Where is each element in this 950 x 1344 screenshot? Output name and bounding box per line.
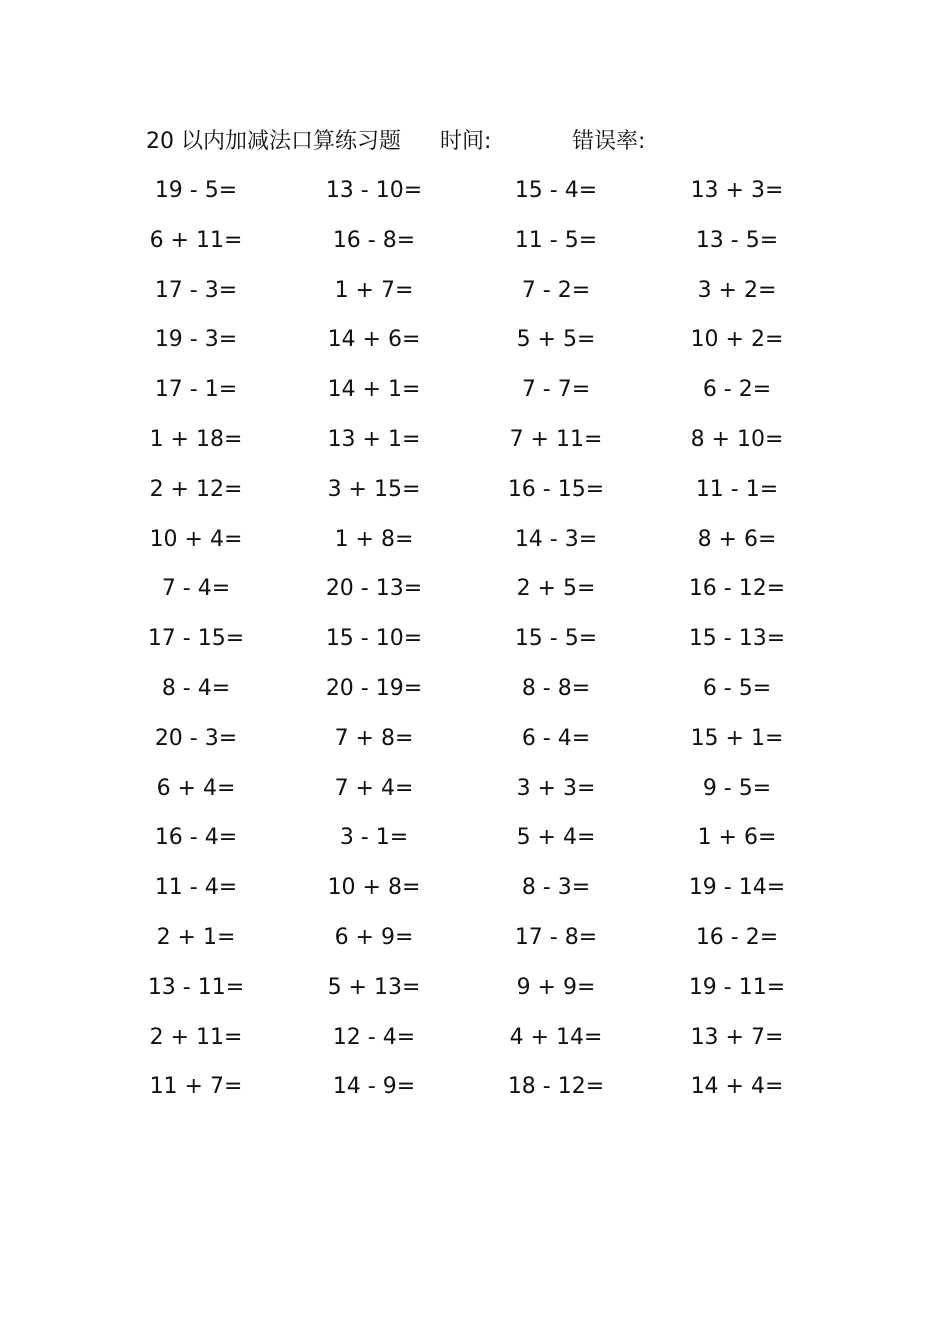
problem-r11-c1: 8 - 4=	[161, 676, 231, 701]
problem-r1-c3: 15 - 4=	[514, 178, 598, 203]
problem-r14-c4: 1 + 6=	[697, 825, 777, 850]
problem-r6-c2: 13 + 1=	[327, 427, 421, 452]
worksheet-title: 20 以内加减法口算练习题	[146, 129, 401, 154]
problem-r4-c3: 5 + 5=	[516, 327, 596, 352]
problem-r7-c1: 2 + 12=	[149, 477, 243, 502]
problem-r12-c4: 15 + 1=	[690, 726, 784, 751]
problem-r9-c1: 7 - 4=	[161, 576, 231, 601]
problem-r16-c2: 6 + 9=	[334, 925, 414, 950]
problem-r13-c4: 9 - 5=	[702, 776, 772, 801]
problem-r8-c3: 14 - 3=	[514, 527, 598, 552]
problem-r17-c1: 13 - 11=	[147, 975, 245, 1000]
problem-r17-c3: 9 + 9=	[516, 975, 596, 1000]
problem-r15-c4: 19 - 14=	[688, 875, 786, 900]
problem-r5-c4: 6 - 2=	[702, 377, 772, 402]
problem-r13-c1: 6 + 4=	[156, 776, 236, 801]
problem-r12-c3: 6 - 4=	[521, 726, 591, 751]
problem-r9-c4: 16 - 12=	[688, 576, 786, 601]
problem-r12-c1: 20 - 3=	[154, 726, 238, 751]
error-rate-label: 错误率:	[572, 129, 646, 154]
problem-r10-c4: 15 - 13=	[688, 626, 786, 651]
problem-r2-c4: 13 - 5=	[695, 228, 779, 253]
problem-r3-c1: 17 - 3=	[154, 278, 238, 303]
problem-r5-c2: 14 + 1=	[327, 377, 421, 402]
problem-r18-c1: 2 + 11=	[149, 1025, 243, 1050]
problem-r10-c1: 17 - 15=	[147, 626, 245, 651]
problem-r15-c2: 10 + 8=	[327, 875, 421, 900]
problem-r2-c1: 6 + 11=	[149, 228, 243, 253]
problem-r3-c3: 7 - 2=	[521, 278, 591, 303]
problem-r2-c3: 11 - 5=	[514, 228, 598, 253]
problem-r17-c4: 19 - 11=	[688, 975, 786, 1000]
problem-r17-c2: 5 + 13=	[327, 975, 421, 1000]
problem-r10-c3: 15 - 5=	[514, 626, 598, 651]
problem-r14-c1: 16 - 4=	[154, 825, 238, 850]
problem-r2-c2: 16 - 8=	[332, 228, 416, 253]
problem-r14-c3: 5 + 4=	[516, 825, 596, 850]
problem-r7-c3: 16 - 15=	[507, 477, 605, 502]
problem-r14-c2: 3 - 1=	[339, 825, 409, 850]
problem-r11-c4: 6 - 5=	[702, 676, 772, 701]
problem-r8-c1: 10 + 4=	[149, 527, 243, 552]
problem-r7-c2: 3 + 15=	[327, 477, 421, 502]
problem-r12-c2: 7 + 8=	[334, 726, 414, 751]
problem-r19-c2: 14 - 9=	[332, 1074, 416, 1099]
problem-r4-c4: 10 + 2=	[690, 327, 784, 352]
problem-r1-c4: 13 + 3=	[690, 178, 784, 203]
problem-r15-c3: 8 - 3=	[521, 875, 591, 900]
problem-r15-c1: 11 - 4=	[154, 875, 238, 900]
problem-r11-c2: 20 - 19=	[325, 676, 423, 701]
problem-r1-c1: 19 - 5=	[154, 178, 238, 203]
problem-r8-c4: 8 + 6=	[697, 527, 777, 552]
problem-r7-c4: 11 - 1=	[695, 477, 779, 502]
problem-r16-c4: 16 - 2=	[695, 925, 779, 950]
problem-r18-c2: 12 - 4=	[332, 1025, 416, 1050]
problem-r5-c3: 7 - 7=	[521, 377, 591, 402]
problem-r6-c4: 8 + 10=	[690, 427, 784, 452]
problem-r10-c2: 15 - 10=	[325, 626, 423, 651]
problem-r18-c4: 13 + 7=	[690, 1025, 784, 1050]
problem-r13-c2: 7 + 4=	[334, 776, 414, 801]
problem-r6-c1: 1 + 18=	[149, 427, 243, 452]
problem-r19-c1: 11 + 7=	[149, 1074, 243, 1099]
problem-r8-c2: 1 + 8=	[334, 527, 414, 552]
problem-r1-c2: 13 - 10=	[325, 178, 423, 203]
problem-r18-c3: 4 + 14=	[509, 1025, 603, 1050]
problem-r9-c3: 2 + 5=	[516, 576, 596, 601]
problem-r11-c3: 8 - 8=	[521, 676, 591, 701]
time-label: 时间:	[440, 129, 492, 154]
problem-r19-c3: 18 - 12=	[507, 1074, 605, 1099]
problem-r5-c1: 17 - 1=	[154, 377, 238, 402]
problem-r19-c4: 14 + 4=	[690, 1074, 784, 1099]
problem-r9-c2: 20 - 13=	[325, 576, 423, 601]
problem-r3-c2: 1 + 7=	[334, 278, 414, 303]
problem-r4-c2: 14 + 6=	[327, 327, 421, 352]
problem-r16-c1: 2 + 1=	[156, 925, 236, 950]
problem-r4-c1: 19 - 3=	[154, 327, 238, 352]
problem-r13-c3: 3 + 3=	[516, 776, 596, 801]
problem-r3-c4: 3 + 2=	[697, 278, 777, 303]
problem-r6-c3: 7 + 11=	[509, 427, 603, 452]
problem-r16-c3: 17 - 8=	[514, 925, 598, 950]
